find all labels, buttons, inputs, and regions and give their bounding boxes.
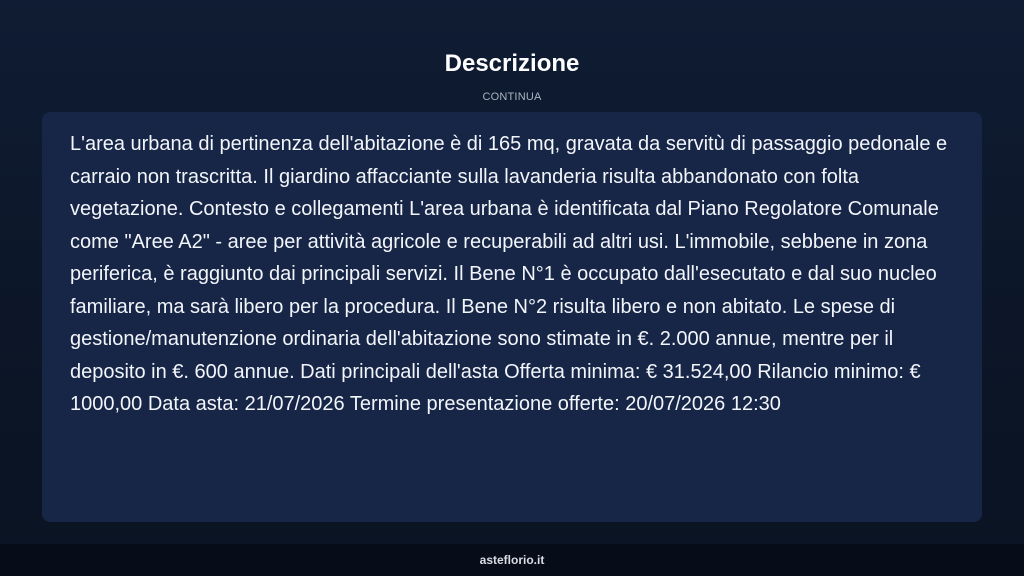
footer-bar	[0, 544, 1024, 576]
footer-site-label: asteflorio.it	[479, 553, 545, 567]
description-card	[42, 112, 982, 522]
description-text: L'area urbana di pertinenza dell'abitazione è di 165 mq, gravata da servitù di passaggio pedonale e carraio non trascritta. Il giardino affacciante sulla lavanderia risulta abbandonato con folta vegetazione. Contesto e collegamenti L'area urbana è identificata dal Piano Regolatore Comunale come "Aree A2" - aree per attività agricole e recuperabili ad altri usi. L'immobile, sebbene in zona periferica, è raggiunto dai principali servizi. Il Bene N°1 è occupato dall'esecutato e dal suo nucleo familiare, ma sarà libero per la procedura. Il Bene N°2 risulta libero e non abitato. Le spese di gestione/manutenzione ordinaria dell'abitazione sono stimate in €. 2.000 annue, mentre per il deposito in €. 600 annue. Dati principali dell'asta Offerta minima: € 31.524,00 Rilancio minimo: € 1000,00 Data asta: 21/07/2026 Termine presentazione offerte: 20/07/2026 12:30	[70, 133, 948, 415]
page-title: Descrizione	[444, 50, 580, 77]
page-subtitle: CONTINUA	[482, 91, 542, 103]
